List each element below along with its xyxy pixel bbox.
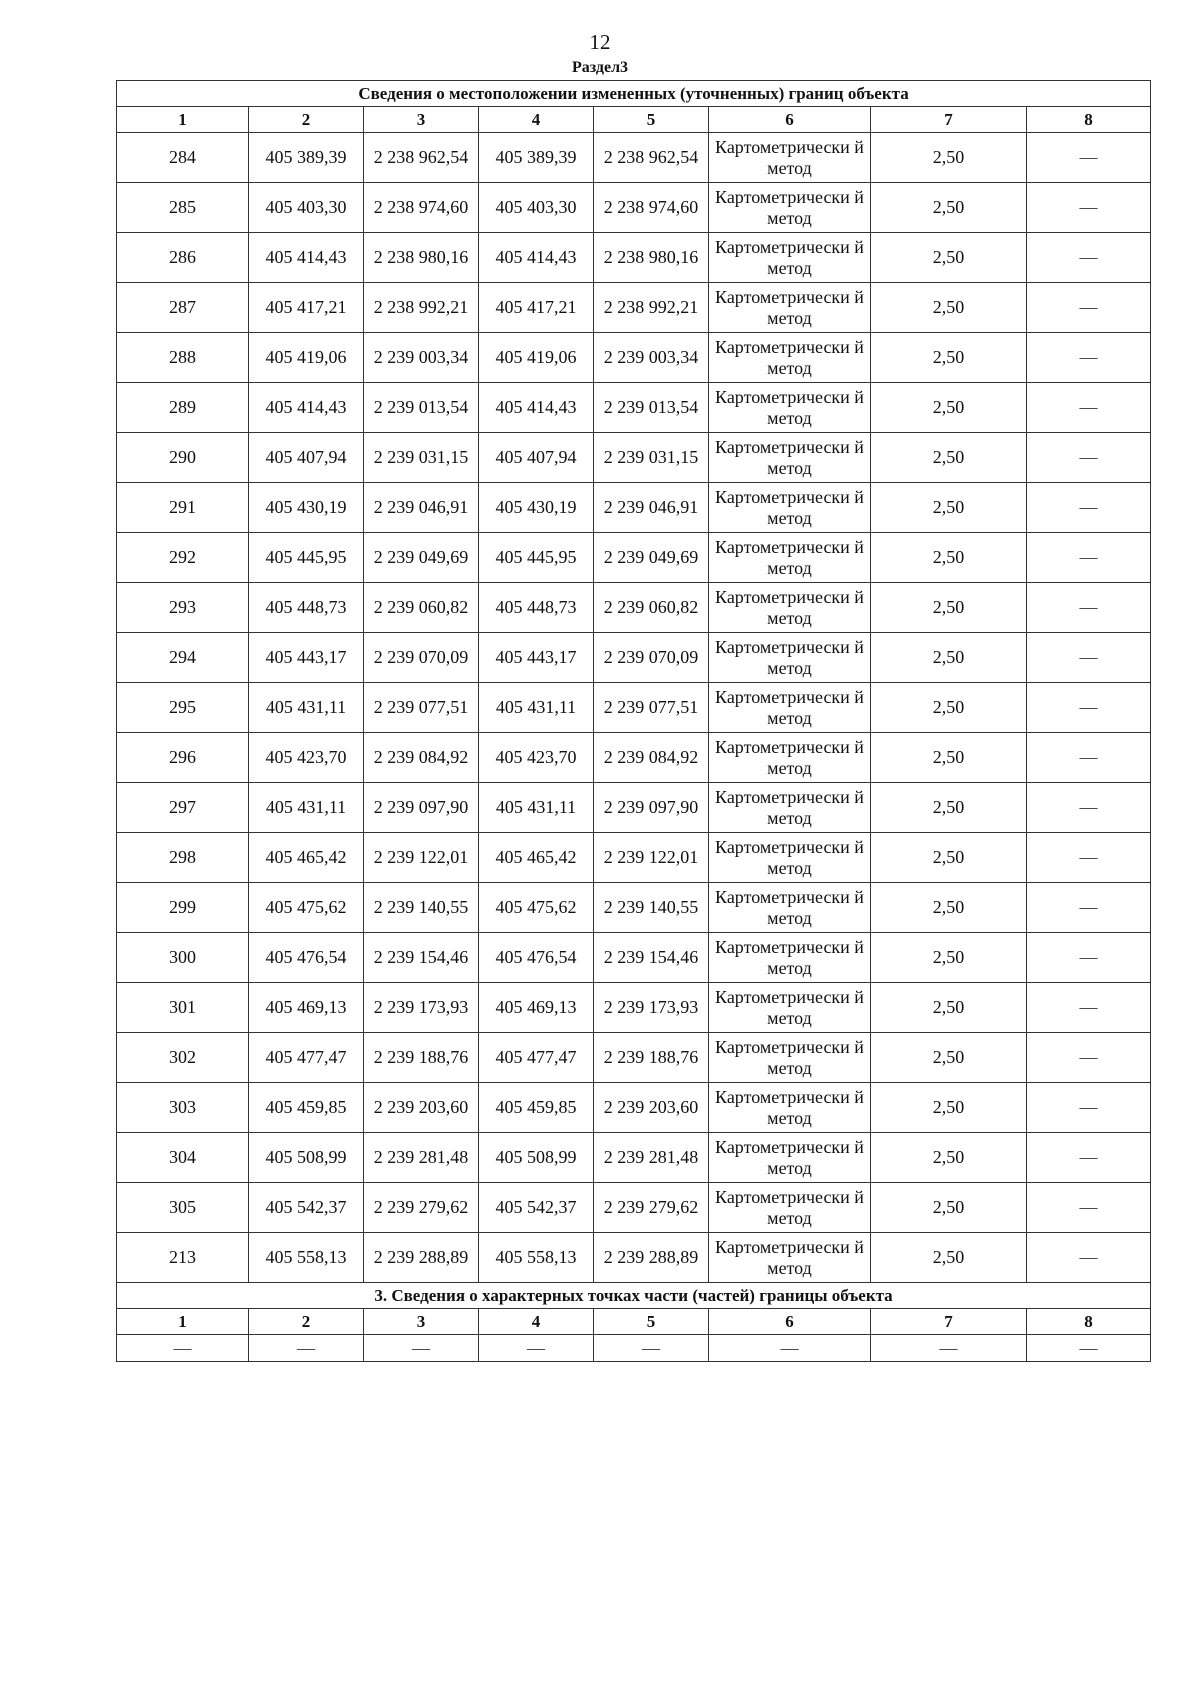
cell-x-new: 405 448,73 xyxy=(479,583,594,633)
cell-method: Картометрически й метод xyxy=(709,133,871,183)
cell-method: Картометрически й метод xyxy=(709,383,871,433)
cell-description: — xyxy=(1027,883,1151,933)
table-row xyxy=(117,833,1151,883)
cell-x-existing: 405 431,11 xyxy=(249,683,364,733)
cell-y-new: 2 238 980,16 xyxy=(594,233,709,283)
table-row xyxy=(117,1083,1151,1133)
cell-accuracy: 2,50 xyxy=(871,1133,1027,1183)
cell-y-existing: 2 239 084,92 xyxy=(364,733,479,783)
cell-method: Картометрически й метод xyxy=(709,733,871,783)
table-row xyxy=(117,683,1151,733)
table1-col-header: 8 xyxy=(1027,107,1151,133)
cell-y-existing: 2 239 154,46 xyxy=(364,933,479,983)
table-row xyxy=(117,1183,1151,1233)
cell-description: — xyxy=(1027,1335,1151,1362)
table2-col-header: 5 xyxy=(594,1309,709,1335)
cell-point-number: 296 xyxy=(117,733,249,783)
table-row xyxy=(117,733,1151,783)
cell-point-number: 299 xyxy=(117,883,249,933)
cell-y-existing: 2 239 140,55 xyxy=(364,883,479,933)
cell-x-existing: 405 459,85 xyxy=(249,1083,364,1133)
table-row xyxy=(117,183,1151,233)
cell-y-new: 2 239 188,76 xyxy=(594,1033,709,1083)
cell-y-existing: — xyxy=(364,1335,479,1362)
table1-col-header: 5 xyxy=(594,107,709,133)
cell-point-number: 290 xyxy=(117,433,249,483)
cell-accuracy: 2,50 xyxy=(871,483,1027,533)
cell-x-existing: 405 558,13 xyxy=(249,1233,364,1283)
cell-x-new: 405 558,13 xyxy=(479,1233,594,1283)
cell-point-number: 285 xyxy=(117,183,249,233)
table1-header-row xyxy=(117,107,1151,133)
cell-accuracy: 2,50 xyxy=(871,133,1027,183)
table2-col-header: 3 xyxy=(364,1309,479,1335)
table2-col-header: 4 xyxy=(479,1309,594,1335)
cell-accuracy: 2,50 xyxy=(871,683,1027,733)
table2-col-header: 7 xyxy=(871,1309,1027,1335)
cell-x-existing: 405 423,70 xyxy=(249,733,364,783)
page-number: 12 xyxy=(589,30,611,54)
cell-y-new: 2 239 060,82 xyxy=(594,583,709,633)
cell-description: — xyxy=(1027,1233,1151,1283)
table2-col-header: 2 xyxy=(249,1309,364,1335)
cell-y-new: 2 239 097,90 xyxy=(594,783,709,833)
cell-x-new: 405 431,11 xyxy=(479,783,594,833)
cell-y-new: 2 239 070,09 xyxy=(594,633,709,683)
cell-y-new: 2 239 003,34 xyxy=(594,333,709,383)
cell-method: Картометрически й метод xyxy=(709,1133,871,1183)
cell-accuracy: 2,50 xyxy=(871,233,1027,283)
cell-x-existing: 405 407,94 xyxy=(249,433,364,483)
cell-y-new: 2 238 974,60 xyxy=(594,183,709,233)
cell-x-new: 405 443,17 xyxy=(479,633,594,683)
cell-x-existing: 405 475,62 xyxy=(249,883,364,933)
cell-point-number: 300 xyxy=(117,933,249,983)
cell-y-existing: 2 238 962,54 xyxy=(364,133,479,183)
cell-x-existing: 405 417,21 xyxy=(249,283,364,333)
cell-y-new: 2 239 084,92 xyxy=(594,733,709,783)
table-row xyxy=(117,883,1151,933)
cell-accuracy: 2,50 xyxy=(871,833,1027,883)
cell-y-new: 2 239 281,48 xyxy=(594,1133,709,1183)
cell-method: Картометрически й метод xyxy=(709,833,871,883)
cell-y-new: 2 239 288,89 xyxy=(594,1233,709,1283)
cell-accuracy: 2,50 xyxy=(871,783,1027,833)
cell-x-existing: 405 476,54 xyxy=(249,933,364,983)
cell-point-number: 291 xyxy=(117,483,249,533)
cell-x-new: 405 542,37 xyxy=(479,1183,594,1233)
cell-y-new: 2 239 031,15 xyxy=(594,433,709,483)
cell-y-existing: 2 239 203,60 xyxy=(364,1083,479,1133)
cell-x-existing: 405 389,39 xyxy=(249,133,364,183)
table-row xyxy=(117,133,1151,183)
cell-x-existing: 405 403,30 xyxy=(249,183,364,233)
cell-y-new: — xyxy=(594,1335,709,1362)
cell-x-new: 405 407,94 xyxy=(479,433,594,483)
cell-accuracy: 2,50 xyxy=(871,283,1027,333)
table-row xyxy=(117,783,1151,833)
cell-description: — xyxy=(1027,833,1151,883)
cell-point-number: 302 xyxy=(117,1033,249,1083)
cell-x-existing: — xyxy=(249,1335,364,1362)
cell-description: — xyxy=(1027,1083,1151,1133)
cell-point-number: 293 xyxy=(117,583,249,633)
cell-x-new: 405 465,42 xyxy=(479,833,594,883)
table-row xyxy=(117,533,1151,583)
cell-description: — xyxy=(1027,1133,1151,1183)
table-row xyxy=(117,1133,1151,1183)
cell-description: — xyxy=(1027,783,1151,833)
table-row xyxy=(117,1233,1151,1283)
cell-x-existing: 405 445,95 xyxy=(249,533,364,583)
cell-x-new: — xyxy=(479,1335,594,1362)
cell-x-existing: 405 414,43 xyxy=(249,233,364,283)
cell-x-new: 405 430,19 xyxy=(479,483,594,533)
cell-accuracy: 2,50 xyxy=(871,383,1027,433)
cell-y-new: 2 239 049,69 xyxy=(594,533,709,583)
table-row xyxy=(117,933,1151,983)
cell-accuracy: 2,50 xyxy=(871,633,1027,683)
table2-col-header: 8 xyxy=(1027,1309,1151,1335)
cell-point-number: 289 xyxy=(117,383,249,433)
cell-description: — xyxy=(1027,683,1151,733)
table-row xyxy=(117,1033,1151,1083)
cell-method: Картометрически й метод xyxy=(709,1233,871,1283)
table1-col-header: 1 xyxy=(117,107,249,133)
cell-method: Картометрически й метод xyxy=(709,1033,871,1083)
cell-accuracy: 2,50 xyxy=(871,1183,1027,1233)
cell-y-existing: 2 239 003,34 xyxy=(364,333,479,383)
table2-col-header: 6 xyxy=(709,1309,871,1335)
cell-x-new: 405 389,39 xyxy=(479,133,594,183)
cell-y-existing: 2 239 013,54 xyxy=(364,383,479,433)
cell-method: — xyxy=(709,1335,871,1362)
cell-y-new: 2 239 122,01 xyxy=(594,833,709,883)
table-row xyxy=(117,433,1151,483)
table1-col-header: 6 xyxy=(709,107,871,133)
cell-x-new: 405 459,85 xyxy=(479,1083,594,1133)
cell-y-new: 2 239 173,93 xyxy=(594,983,709,1033)
cell-y-existing: 2 239 070,09 xyxy=(364,633,479,683)
cell-y-existing: 2 239 049,69 xyxy=(364,533,479,583)
cell-x-new: 405 414,43 xyxy=(479,383,594,433)
cell-y-existing: 2 239 281,48 xyxy=(364,1133,479,1183)
cell-y-existing: 2 239 097,90 xyxy=(364,783,479,833)
cell-accuracy: 2,50 xyxy=(871,1033,1027,1083)
cell-y-existing: 2 239 122,01 xyxy=(364,833,479,883)
cell-method: Картометрически й метод xyxy=(709,783,871,833)
cell-x-new: 405 469,13 xyxy=(479,983,594,1033)
table1-col-header: 7 xyxy=(871,107,1027,133)
cell-method: Картометрически й метод xyxy=(709,933,871,983)
cell-point-number: 304 xyxy=(117,1133,249,1183)
cell-x-new: 405 477,47 xyxy=(479,1033,594,1083)
cell-x-new: 405 431,11 xyxy=(479,683,594,733)
cell-accuracy: 2,50 xyxy=(871,583,1027,633)
table-row xyxy=(117,1335,1151,1362)
cell-point-number: 303 xyxy=(117,1083,249,1133)
cell-y-existing: 2 239 031,15 xyxy=(364,433,479,483)
cell-y-existing: 2 239 279,62 xyxy=(364,1183,479,1233)
boundary-coordinates-table xyxy=(116,80,1151,1362)
table-row xyxy=(117,983,1151,1033)
cell-description: — xyxy=(1027,433,1151,483)
cell-method: Картометрически й метод xyxy=(709,533,871,583)
cell-y-new: 2 239 279,62 xyxy=(594,1183,709,1233)
table-row xyxy=(117,383,1151,433)
table2-title-row xyxy=(117,1283,1151,1309)
cell-description: — xyxy=(1027,383,1151,433)
cell-x-existing: 405 542,37 xyxy=(249,1183,364,1233)
cell-y-new: 2 239 013,54 xyxy=(594,383,709,433)
cell-description: — xyxy=(1027,233,1151,283)
cell-accuracy: 2,50 xyxy=(871,1233,1027,1283)
cell-x-existing: 405 414,43 xyxy=(249,383,364,433)
cell-x-new: 405 445,95 xyxy=(479,533,594,583)
cell-y-new: 2 239 140,55 xyxy=(594,883,709,933)
cell-point-number: 301 xyxy=(117,983,249,1033)
cell-description: — xyxy=(1027,983,1151,1033)
cell-y-new: 2 239 046,91 xyxy=(594,483,709,533)
cell-x-new: 405 476,54 xyxy=(479,933,594,983)
cell-method: Картометрически й метод xyxy=(709,283,871,333)
cell-description: — xyxy=(1027,933,1151,983)
cell-x-new: 405 417,21 xyxy=(479,283,594,333)
table2-header-row xyxy=(117,1309,1151,1335)
cell-y-new: 2 239 077,51 xyxy=(594,683,709,733)
table-row xyxy=(117,233,1151,283)
cell-x-existing: 405 477,47 xyxy=(249,1033,364,1083)
cell-accuracy: 2,50 xyxy=(871,183,1027,233)
cell-description: — xyxy=(1027,1183,1151,1233)
cell-x-existing: 405 469,13 xyxy=(249,983,364,1033)
cell-point-number: 298 xyxy=(117,833,249,883)
cell-description: — xyxy=(1027,533,1151,583)
cell-point-number: 305 xyxy=(117,1183,249,1233)
table2-col-header: 1 xyxy=(117,1309,249,1335)
cell-point-number: 287 xyxy=(117,283,249,333)
cell-method: Картометрически й метод xyxy=(709,183,871,233)
cell-method: Картометрически й метод xyxy=(709,483,871,533)
table-row xyxy=(117,583,1151,633)
cell-x-new: 405 475,62 xyxy=(479,883,594,933)
cell-y-new: 2 238 962,54 xyxy=(594,133,709,183)
cell-method: Картометрически й метод xyxy=(709,333,871,383)
cell-x-existing: 405 430,19 xyxy=(249,483,364,533)
table-row xyxy=(117,483,1151,533)
cell-x-existing: 405 448,73 xyxy=(249,583,364,633)
cell-method: Картометрически й метод xyxy=(709,1083,871,1133)
cell-method: Картометрически й метод xyxy=(709,233,871,283)
cell-point-number: — xyxy=(117,1335,249,1362)
cell-accuracy: 2,50 xyxy=(871,533,1027,583)
cell-point-number: 292 xyxy=(117,533,249,583)
cell-accuracy: 2,50 xyxy=(871,883,1027,933)
cell-method: Картометрически й метод xyxy=(709,983,871,1033)
table1-title-row xyxy=(117,81,1151,107)
cell-y-existing: 2 239 060,82 xyxy=(364,583,479,633)
cell-point-number: 295 xyxy=(117,683,249,733)
cell-y-existing: 2 239 046,91 xyxy=(364,483,479,533)
section-label: Раздел3 xyxy=(571,59,629,76)
cell-description: — xyxy=(1027,283,1151,333)
cell-x-existing: 405 443,17 xyxy=(249,633,364,683)
cell-description: — xyxy=(1027,633,1151,683)
table-row xyxy=(117,633,1151,683)
cell-y-existing: 2 239 077,51 xyxy=(364,683,479,733)
table-row xyxy=(117,333,1151,383)
cell-y-new: 2 239 154,46 xyxy=(594,933,709,983)
cell-y-existing: 2 239 173,93 xyxy=(364,983,479,1033)
cell-description: — xyxy=(1027,583,1151,633)
cell-description: — xyxy=(1027,183,1151,233)
cell-description: — xyxy=(1027,1033,1151,1083)
cell-accuracy: 2,50 xyxy=(871,433,1027,483)
cell-point-number: 294 xyxy=(117,633,249,683)
cell-description: — xyxy=(1027,733,1151,783)
cell-point-number: 288 xyxy=(117,333,249,383)
cell-y-existing: 2 238 980,16 xyxy=(364,233,479,283)
cell-x-existing: 405 465,42 xyxy=(249,833,364,883)
cell-y-new: 2 238 992,21 xyxy=(594,283,709,333)
cell-point-number: 297 xyxy=(117,783,249,833)
cell-y-existing: 2 239 188,76 xyxy=(364,1033,479,1083)
cell-description: — xyxy=(1027,333,1151,383)
cell-accuracy: 2,50 xyxy=(871,983,1027,1033)
cell-method: Картометрически й метод xyxy=(709,583,871,633)
cell-x-new: 405 414,43 xyxy=(479,233,594,283)
cell-x-new: 405 403,30 xyxy=(479,183,594,233)
cell-accuracy: 2,50 xyxy=(871,333,1027,383)
cell-method: Картометрически й метод xyxy=(709,1183,871,1233)
cell-x-existing: 405 508,99 xyxy=(249,1133,364,1183)
cell-accuracy: 2,50 xyxy=(871,733,1027,783)
cell-x-existing: 405 419,06 xyxy=(249,333,364,383)
cell-x-existing: 405 431,11 xyxy=(249,783,364,833)
cell-point-number: 213 xyxy=(117,1233,249,1283)
cell-method: Картометрически й метод xyxy=(709,433,871,483)
cell-description: — xyxy=(1027,133,1151,183)
table1-col-header: 4 xyxy=(479,107,594,133)
table1-col-header: 3 xyxy=(364,107,479,133)
cell-point-number: 284 xyxy=(117,133,249,183)
table2-title: 3. Сведения о характерных точках части (частей) границы объекта xyxy=(117,1283,1151,1309)
cell-accuracy: 2,50 xyxy=(871,933,1027,983)
cell-y-new: 2 239 203,60 xyxy=(594,1083,709,1133)
cell-y-existing: 2 238 992,21 xyxy=(364,283,479,333)
cell-accuracy: 2,50 xyxy=(871,1083,1027,1133)
cell-accuracy: — xyxy=(871,1335,1027,1362)
cell-x-new: 405 419,06 xyxy=(479,333,594,383)
cell-method: Картометрически й метод xyxy=(709,683,871,733)
cell-y-existing: 2 239 288,89 xyxy=(364,1233,479,1283)
cell-method: Картометрически й метод xyxy=(709,883,871,933)
cell-x-new: 405 423,70 xyxy=(479,733,594,783)
table1-col-header: 2 xyxy=(249,107,364,133)
table1-title: Сведения о местоположении измененных (уточненных) границ объекта xyxy=(117,81,1151,107)
cell-method: Картометрически й метод xyxy=(709,633,871,683)
cell-x-new: 405 508,99 xyxy=(479,1133,594,1183)
cell-y-existing: 2 238 974,60 xyxy=(364,183,479,233)
cell-point-number: 286 xyxy=(117,233,249,283)
cell-description: — xyxy=(1027,483,1151,533)
table-row xyxy=(117,283,1151,333)
